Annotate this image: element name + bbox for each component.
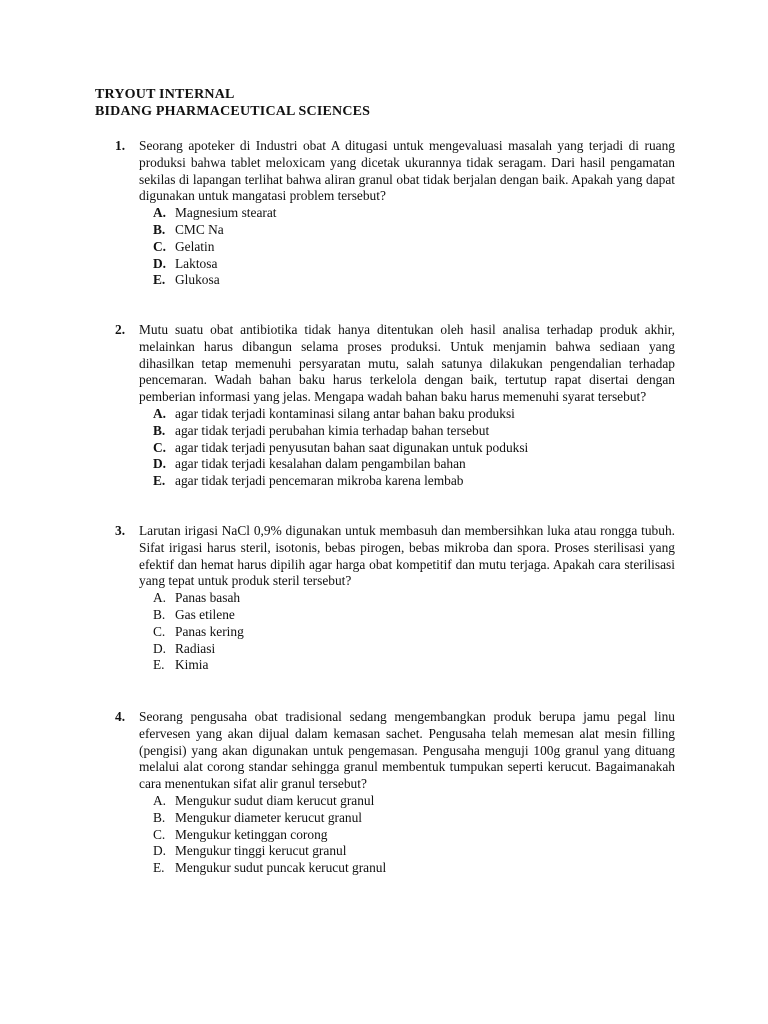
option-text: Radiasi <box>175 640 216 656</box>
option-c <box>153 440 675 457</box>
option-text: agar tidak terjadi pencemaran mikroba karena lembab <box>175 473 464 489</box>
option-b <box>153 423 675 440</box>
option-text: agar tidak terjadi kesalahan dalam pengambilan bahan <box>175 456 466 472</box>
question-text: Seorang apoteker di Industri obat A ditugasi untuk mengevaluasi masalah yang terjadi di ruang produksi bahwa tablet meloxicam yang dicetak ukurannya tidak seragam. Dari hasil pengamatan sekilas di lapangan terlihat bahwa aliran granul obat tidak berjalan dengan baik. Apakah yang dapat digunakan untuk mangatasi problem tersebut? <box>139 138 675 204</box>
option-e <box>153 657 675 674</box>
question-text: Mutu suatu obat antibiotika tidak hanya ditentukan oleh hasil analisa terhadap produk akhir, melainkan harus dibangun selama proses produksi. Untuk menjamin bahwa sediaan yang dihasilkan tetap memenuhi persyaratan mutu, salah satunya dilakukan pengendalian terhadap pencemaran. Wadah bahan baku harus terkelola dengan baik, tertutup rapat disertai dengan pemberian informasi yang jelas. Mengapa wadah bahan baku harus memenuhi syarat tersebut? <box>139 322 675 405</box>
option-c <box>153 827 675 844</box>
option-text: Magnesium stearat <box>175 205 277 221</box>
question-3 <box>115 523 675 674</box>
option-text: Mengukur sudut diam kerucut granul <box>175 792 375 808</box>
question-number: 1. <box>115 138 126 153</box>
option-d <box>153 641 675 658</box>
option-c <box>153 624 675 641</box>
question-1 <box>115 138 675 289</box>
option-text: agar tidak terjadi perubahan kimia terhadap bahan tersebut <box>175 422 490 438</box>
option-letter: B. <box>153 422 166 438</box>
question-2 <box>115 322 675 490</box>
option-letter: E. <box>153 473 166 489</box>
option-b <box>153 222 675 239</box>
option-text: agar tidak terjadi penyusutan bahan saat digunakan untuk poduksi <box>175 439 529 455</box>
option-b <box>153 810 675 827</box>
answer-options <box>153 590 675 674</box>
option-e <box>153 473 675 490</box>
option-text: Mengukur tinggi kerucut granul <box>175 843 347 859</box>
option-text: agar tidak terjadi kontaminasi silang antar bahan baku produksi <box>175 405 515 421</box>
option-text: Kimia <box>175 657 209 673</box>
option-letter: E. <box>153 657 165 673</box>
option-d <box>153 843 675 860</box>
option-letter: E. <box>153 860 165 876</box>
question-text: Larutan irigasi NaCl 0,9% digunakan untuk membasuh dan membersihkan luka atau rongga tubuh. Sifat irigasi harus steril, isotonis, bebas pirogen, bebas mikroba dan spora. Proses sterilisasi yang efektif dan hemat harus dipilih agar harga obat kompetitif dan mutu terjaga. Apakah cara sterilisasi yang tepat untuk produk steril tersebut? <box>139 523 675 589</box>
option-e <box>153 272 675 289</box>
document-header <box>95 86 370 120</box>
option-text: Panas kering <box>175 623 244 639</box>
option-letter: A. <box>153 205 167 221</box>
option-c <box>153 239 675 256</box>
option-letter: B. <box>153 606 166 622</box>
option-letter: C. <box>153 439 167 455</box>
question-number: 3. <box>115 523 126 538</box>
option-b <box>153 607 675 624</box>
answer-options <box>153 205 675 289</box>
option-letter: D. <box>153 640 167 656</box>
option-text: Mengukur diameter kerucut granul <box>175 809 363 825</box>
option-letter: B. <box>153 809 166 825</box>
option-text: Panas basah <box>175 590 241 606</box>
option-text: Mengukur sudut puncak kerucut granul <box>175 860 387 876</box>
option-letter: A. <box>153 590 167 606</box>
option-letter: C. <box>153 238 167 254</box>
question-4 <box>115 709 675 877</box>
answer-options <box>153 406 675 490</box>
option-letter: C. <box>153 826 166 842</box>
header-title: TRYOUT INTERNAL <box>95 87 235 102</box>
option-text: Glukosa <box>175 272 220 288</box>
option-text: Gelatin <box>175 238 215 254</box>
question-text: Seorang pengusaha obat tradisional sedang mengembangkan produk berupa jamu pegal linu efervesen yang akan dijual dalam kemasan sachet. Pengusaha telah memesan alat mesin filling (pengisi) yang akan digunakan untuk pengemasan. Pengusaha menguji 100g granul yang dituang melalui alat corong standar sehingga granul membentuk tumpukan seperti kerucut. Bagaimanakah cara menentukan sifat alir granul tersebut? <box>139 709 675 792</box>
option-letter: D. <box>153 843 167 859</box>
option-letter: A. <box>153 792 167 808</box>
question-number: 4. <box>115 709 126 724</box>
option-a <box>153 406 675 423</box>
option-letter: A. <box>153 405 167 421</box>
option-letter: E. <box>153 272 166 288</box>
option-letter: C. <box>153 623 166 639</box>
option-e <box>153 860 675 877</box>
option-letter: D. <box>153 255 167 271</box>
option-text: Mengukur ketinggan corong <box>175 826 328 842</box>
option-text: Laktosa <box>175 255 218 271</box>
option-letter: B. <box>153 221 166 237</box>
answer-options <box>153 793 675 877</box>
option-a <box>153 205 675 222</box>
option-d <box>153 256 675 273</box>
option-d <box>153 456 675 473</box>
option-text: Gas etilene <box>175 606 235 622</box>
option-text: CMC Na <box>175 221 224 237</box>
header-subtitle: BIDANG PHARMACEUTICAL SCIENCES <box>95 104 371 119</box>
option-a <box>153 590 675 607</box>
option-a <box>153 793 675 810</box>
question-number: 2. <box>115 322 126 337</box>
option-letter: D. <box>153 456 167 472</box>
